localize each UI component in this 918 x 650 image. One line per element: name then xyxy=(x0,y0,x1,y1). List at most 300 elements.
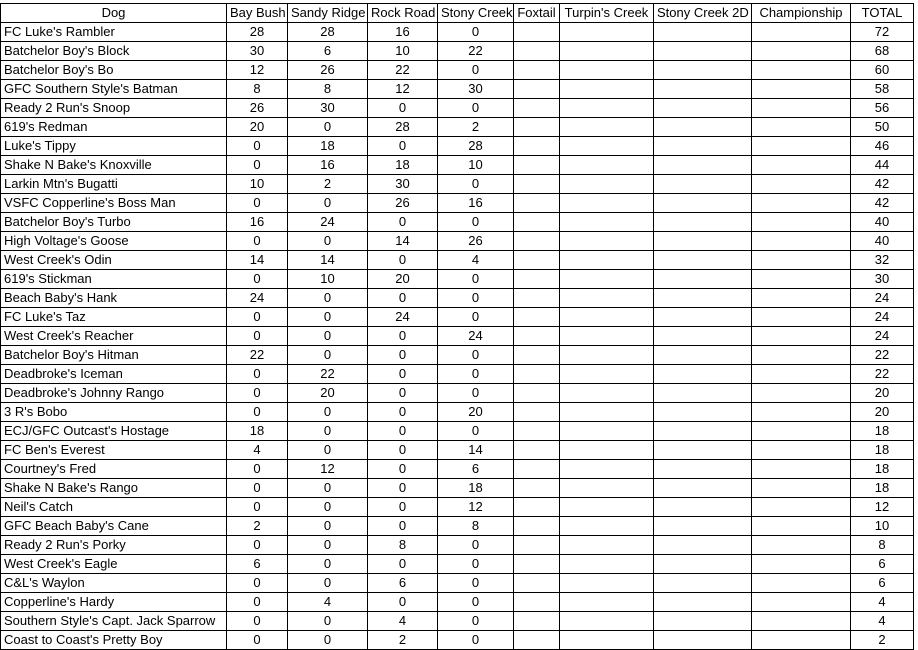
cell-sandy-ridge: 10 xyxy=(288,270,368,289)
cell-championship xyxy=(752,251,851,270)
cell-turpins-creek xyxy=(560,23,654,42)
cell-foxtail xyxy=(514,365,560,384)
cell-total: 20 xyxy=(851,403,914,422)
cell-turpins-creek xyxy=(560,460,654,479)
cell-total: 24 xyxy=(851,308,914,327)
cell-total: 30 xyxy=(851,270,914,289)
cell-foxtail xyxy=(514,422,560,441)
cell-dog: Batchelor Boy's Turbo xyxy=(1,213,227,232)
cell-sandy-ridge: 0 xyxy=(288,574,368,593)
cell-stony-creek: 0 xyxy=(438,61,514,80)
table-row xyxy=(1,612,914,631)
cell-total: 12 xyxy=(851,498,914,517)
cell-bay-bush: 2 xyxy=(227,517,288,536)
cell-rock-road: 0 xyxy=(368,422,438,441)
cell-stony-creek-2d xyxy=(654,555,752,574)
cell-turpins-creek xyxy=(560,479,654,498)
cell-total: 72 xyxy=(851,23,914,42)
cell-dog: FC Luke's Rambler xyxy=(1,23,227,42)
cell-rock-road: 22 xyxy=(368,61,438,80)
cell-stony-creek: 8 xyxy=(438,517,514,536)
cell-bay-bush: 0 xyxy=(227,270,288,289)
cell-championship xyxy=(752,308,851,327)
cell-bay-bush: 0 xyxy=(227,384,288,403)
column-header-stony-creek: Stony Creek xyxy=(438,4,514,23)
cell-total: 22 xyxy=(851,346,914,365)
cell-total: 6 xyxy=(851,555,914,574)
cell-total: 42 xyxy=(851,194,914,213)
table-row xyxy=(1,460,914,479)
cell-stony-creek-2d xyxy=(654,574,752,593)
table-row xyxy=(1,99,914,118)
cell-rock-road: 6 xyxy=(368,574,438,593)
cell-stony-creek-2d xyxy=(654,99,752,118)
cell-stony-creek-2d xyxy=(654,23,752,42)
cell-rock-road: 0 xyxy=(368,251,438,270)
table-header xyxy=(1,4,914,23)
cell-championship xyxy=(752,403,851,422)
table-row xyxy=(1,118,914,137)
cell-sandy-ridge: 12 xyxy=(288,460,368,479)
cell-turpins-creek xyxy=(560,555,654,574)
cell-rock-road: 0 xyxy=(368,460,438,479)
cell-rock-road: 0 xyxy=(368,99,438,118)
cell-bay-bush: 30 xyxy=(227,42,288,61)
cell-sandy-ridge: 20 xyxy=(288,384,368,403)
cell-foxtail xyxy=(514,289,560,308)
cell-foxtail xyxy=(514,251,560,270)
cell-sandy-ridge: 0 xyxy=(288,346,368,365)
table-row xyxy=(1,251,914,270)
cell-foxtail xyxy=(514,593,560,612)
cell-bay-bush: 26 xyxy=(227,99,288,118)
cell-championship xyxy=(752,61,851,80)
cell-total: 8 xyxy=(851,536,914,555)
cell-turpins-creek xyxy=(560,289,654,308)
cell-stony-creek: 0 xyxy=(438,308,514,327)
cell-stony-creek-2d xyxy=(654,118,752,137)
cell-bay-bush: 0 xyxy=(227,498,288,517)
cell-stony-creek: 28 xyxy=(438,137,514,156)
cell-dog: Southern Style's Capt. Jack Sparrow xyxy=(1,612,227,631)
cell-championship xyxy=(752,80,851,99)
cell-bay-bush: 0 xyxy=(227,460,288,479)
cell-championship xyxy=(752,346,851,365)
cell-dog: VSFC Copperline's Boss Man xyxy=(1,194,227,213)
cell-turpins-creek xyxy=(560,365,654,384)
cell-sandy-ridge: 0 xyxy=(288,327,368,346)
cell-turpins-creek xyxy=(560,137,654,156)
cell-dog: West Creek's Reacher xyxy=(1,327,227,346)
header-row xyxy=(1,4,914,23)
cell-championship xyxy=(752,365,851,384)
cell-turpins-creek xyxy=(560,156,654,175)
cell-stony-creek: 0 xyxy=(438,289,514,308)
cell-foxtail xyxy=(514,42,560,61)
cell-foxtail xyxy=(514,403,560,422)
cell-total: 18 xyxy=(851,441,914,460)
cell-total: 4 xyxy=(851,593,914,612)
cell-rock-road: 0 xyxy=(368,384,438,403)
cell-bay-bush: 0 xyxy=(227,137,288,156)
cell-dog: Batchelor Boy's Hitman xyxy=(1,346,227,365)
cell-foxtail xyxy=(514,555,560,574)
cell-rock-road: 16 xyxy=(368,23,438,42)
cell-bay-bush: 0 xyxy=(227,194,288,213)
cell-sandy-ridge: 16 xyxy=(288,156,368,175)
cell-sandy-ridge: 26 xyxy=(288,61,368,80)
cell-stony-creek: 30 xyxy=(438,80,514,99)
column-header-sandy-ridge: Sandy Ridge xyxy=(288,4,368,23)
cell-championship xyxy=(752,612,851,631)
cell-rock-road: 0 xyxy=(368,498,438,517)
cell-bay-bush: 16 xyxy=(227,213,288,232)
cell-dog: Beach Baby's Hank xyxy=(1,289,227,308)
column-header-dog: Dog xyxy=(1,4,227,23)
cell-championship xyxy=(752,99,851,118)
cell-dog: 3 R's Bobo xyxy=(1,403,227,422)
cell-championship xyxy=(752,460,851,479)
cell-dog: West Creek's Eagle xyxy=(1,555,227,574)
table-row xyxy=(1,289,914,308)
cell-bay-bush: 28 xyxy=(227,23,288,42)
cell-stony-creek-2d xyxy=(654,80,752,99)
cell-championship xyxy=(752,42,851,61)
cell-stony-creek-2d xyxy=(654,346,752,365)
table-row xyxy=(1,384,914,403)
cell-foxtail xyxy=(514,137,560,156)
cell-rock-road: 0 xyxy=(368,441,438,460)
cell-stony-creek-2d xyxy=(654,327,752,346)
cell-foxtail xyxy=(514,327,560,346)
cell-bay-bush: 0 xyxy=(227,403,288,422)
cell-bay-bush: 18 xyxy=(227,422,288,441)
cell-stony-creek: 0 xyxy=(438,175,514,194)
cell-foxtail xyxy=(514,346,560,365)
cell-bay-bush: 0 xyxy=(227,232,288,251)
cell-total: 24 xyxy=(851,327,914,346)
cell-stony-creek-2d xyxy=(654,441,752,460)
cell-stony-creek: 0 xyxy=(438,23,514,42)
cell-bay-bush: 0 xyxy=(227,631,288,650)
cell-turpins-creek xyxy=(560,232,654,251)
cell-dog: Shake N Bake's Knoxville xyxy=(1,156,227,175)
cell-sandy-ridge: 22 xyxy=(288,365,368,384)
cell-rock-road: 14 xyxy=(368,232,438,251)
cell-dog: High Voltage's Goose xyxy=(1,232,227,251)
cell-turpins-creek xyxy=(560,441,654,460)
cell-championship xyxy=(752,289,851,308)
cell-stony-creek-2d xyxy=(654,517,752,536)
cell-sandy-ridge: 0 xyxy=(288,118,368,137)
cell-stony-creek-2d xyxy=(654,479,752,498)
cell-sandy-ridge: 0 xyxy=(288,194,368,213)
cell-rock-road: 0 xyxy=(368,213,438,232)
cell-total: 56 xyxy=(851,99,914,118)
table-row xyxy=(1,194,914,213)
column-header-championship: Championship xyxy=(752,4,851,23)
cell-dog: 619's Stickman xyxy=(1,270,227,289)
cell-turpins-creek xyxy=(560,403,654,422)
table-row xyxy=(1,422,914,441)
cell-stony-creek: 0 xyxy=(438,612,514,631)
cell-championship xyxy=(752,118,851,137)
table-row xyxy=(1,175,914,194)
cell-rock-road: 4 xyxy=(368,612,438,631)
table-body xyxy=(1,23,914,650)
cell-bay-bush: 0 xyxy=(227,612,288,631)
cell-championship xyxy=(752,194,851,213)
cell-stony-creek: 0 xyxy=(438,631,514,650)
cell-turpins-creek xyxy=(560,574,654,593)
cell-turpins-creek xyxy=(560,384,654,403)
cell-bay-bush: 0 xyxy=(227,327,288,346)
cell-sandy-ridge: 24 xyxy=(288,213,368,232)
cell-foxtail xyxy=(514,441,560,460)
cell-stony-creek-2d xyxy=(654,61,752,80)
cell-sandy-ridge: 8 xyxy=(288,80,368,99)
cell-stony-creek: 2 xyxy=(438,118,514,137)
cell-foxtail xyxy=(514,99,560,118)
cell-foxtail xyxy=(514,631,560,650)
cell-stony-creek: 0 xyxy=(438,593,514,612)
cell-dog: Courtney's Fred xyxy=(1,460,227,479)
cell-sandy-ridge: 0 xyxy=(288,517,368,536)
cell-total: 42 xyxy=(851,175,914,194)
cell-turpins-creek xyxy=(560,194,654,213)
table-row xyxy=(1,327,914,346)
table-row xyxy=(1,536,914,555)
cell-foxtail xyxy=(514,156,560,175)
cell-rock-road: 0 xyxy=(368,479,438,498)
cell-total: 6 xyxy=(851,574,914,593)
cell-stony-creek: 6 xyxy=(438,460,514,479)
cell-total: 32 xyxy=(851,251,914,270)
cell-sandy-ridge: 0 xyxy=(288,536,368,555)
cell-foxtail xyxy=(514,23,560,42)
cell-total: 50 xyxy=(851,118,914,137)
cell-stony-creek: 0 xyxy=(438,346,514,365)
cell-stony-creek: 12 xyxy=(438,498,514,517)
cell-dog: C&L's Waylon xyxy=(1,574,227,593)
cell-stony-creek-2d xyxy=(654,175,752,194)
cell-foxtail xyxy=(514,536,560,555)
cell-bay-bush: 20 xyxy=(227,118,288,137)
cell-stony-creek: 26 xyxy=(438,232,514,251)
cell-championship xyxy=(752,631,851,650)
table-row xyxy=(1,156,914,175)
cell-stony-creek: 20 xyxy=(438,403,514,422)
cell-stony-creek-2d xyxy=(654,194,752,213)
cell-bay-bush: 0 xyxy=(227,593,288,612)
cell-stony-creek: 16 xyxy=(438,194,514,213)
cell-championship xyxy=(752,593,851,612)
cell-stony-creek-2d xyxy=(654,536,752,555)
table-row xyxy=(1,137,914,156)
cell-foxtail xyxy=(514,232,560,251)
cell-foxtail xyxy=(514,118,560,137)
table-row xyxy=(1,498,914,517)
cell-sandy-ridge: 6 xyxy=(288,42,368,61)
cell-sandy-ridge: 2 xyxy=(288,175,368,194)
cell-rock-road: 0 xyxy=(368,593,438,612)
column-header-bay-bush: Bay Bush xyxy=(227,4,288,23)
table-row xyxy=(1,365,914,384)
cell-bay-bush: 0 xyxy=(227,365,288,384)
cell-championship xyxy=(752,422,851,441)
cell-stony-creek: 0 xyxy=(438,422,514,441)
cell-dog: FC Luke's Taz xyxy=(1,308,227,327)
cell-championship xyxy=(752,555,851,574)
cell-foxtail xyxy=(514,194,560,213)
cell-stony-creek-2d xyxy=(654,631,752,650)
cell-total: 18 xyxy=(851,479,914,498)
cell-bay-bush: 12 xyxy=(227,61,288,80)
cell-rock-road: 2 xyxy=(368,631,438,650)
cell-foxtail xyxy=(514,213,560,232)
cell-dog: Larkin Mtn's Bugatti xyxy=(1,175,227,194)
cell-bay-bush: 22 xyxy=(227,346,288,365)
cell-championship xyxy=(752,270,851,289)
cell-bay-bush: 0 xyxy=(227,574,288,593)
cell-foxtail xyxy=(514,80,560,99)
table-row xyxy=(1,308,914,327)
cell-rock-road: 0 xyxy=(368,289,438,308)
cell-bay-bush: 8 xyxy=(227,80,288,99)
cell-stony-creek-2d xyxy=(654,365,752,384)
cell-dog: Ready 2 Run's Porky xyxy=(1,536,227,555)
table-row xyxy=(1,441,914,460)
cell-stony-creek: 14 xyxy=(438,441,514,460)
cell-dog: Ready 2 Run's Snoop xyxy=(1,99,227,118)
cell-turpins-creek xyxy=(560,251,654,270)
cell-foxtail xyxy=(514,612,560,631)
cell-turpins-creek xyxy=(560,308,654,327)
cell-turpins-creek xyxy=(560,80,654,99)
cell-rock-road: 0 xyxy=(368,365,438,384)
cell-total: 18 xyxy=(851,422,914,441)
cell-stony-creek-2d xyxy=(654,593,752,612)
cell-dog: ECJ/GFC Outcast's Hostage xyxy=(1,422,227,441)
cell-total: 40 xyxy=(851,213,914,232)
cell-stony-creek-2d xyxy=(654,270,752,289)
table-row xyxy=(1,574,914,593)
cell-championship xyxy=(752,137,851,156)
cell-sandy-ridge: 18 xyxy=(288,137,368,156)
cell-championship xyxy=(752,232,851,251)
cell-sandy-ridge: 0 xyxy=(288,555,368,574)
cell-turpins-creek xyxy=(560,118,654,137)
cell-turpins-creek xyxy=(560,42,654,61)
cell-rock-road: 8 xyxy=(368,536,438,555)
cell-turpins-creek xyxy=(560,175,654,194)
cell-sandy-ridge: 0 xyxy=(288,232,368,251)
cell-stony-creek-2d xyxy=(654,308,752,327)
column-header-foxtail: Foxtail xyxy=(514,4,560,23)
cell-championship xyxy=(752,574,851,593)
cell-championship xyxy=(752,536,851,555)
cell-rock-road: 0 xyxy=(368,403,438,422)
cell-rock-road: 26 xyxy=(368,194,438,213)
cell-stony-creek: 0 xyxy=(438,536,514,555)
cell-sandy-ridge: 0 xyxy=(288,289,368,308)
cell-total: 68 xyxy=(851,42,914,61)
table-row xyxy=(1,213,914,232)
cell-total: 18 xyxy=(851,460,914,479)
cell-sandy-ridge: 4 xyxy=(288,593,368,612)
cell-championship xyxy=(752,441,851,460)
cell-rock-road: 12 xyxy=(368,80,438,99)
table-row xyxy=(1,42,914,61)
cell-foxtail xyxy=(514,308,560,327)
cell-rock-road: 0 xyxy=(368,555,438,574)
cell-stony-creek: 0 xyxy=(438,574,514,593)
cell-dog: Deadbroke's Iceman xyxy=(1,365,227,384)
cell-rock-road: 0 xyxy=(368,346,438,365)
table-row xyxy=(1,403,914,422)
table-row xyxy=(1,80,914,99)
cell-rock-road: 0 xyxy=(368,517,438,536)
cell-rock-road: 28 xyxy=(368,118,438,137)
cell-stony-creek-2d xyxy=(654,498,752,517)
cell-rock-road: 18 xyxy=(368,156,438,175)
cell-foxtail xyxy=(514,384,560,403)
cell-dog: FC Ben's Everest xyxy=(1,441,227,460)
cell-turpins-creek xyxy=(560,612,654,631)
cell-stony-creek: 0 xyxy=(438,384,514,403)
cell-dog: Shake N Bake's Rango xyxy=(1,479,227,498)
cell-sandy-ridge: 0 xyxy=(288,479,368,498)
cell-stony-creek: 0 xyxy=(438,99,514,118)
cell-total: 10 xyxy=(851,517,914,536)
cell-foxtail xyxy=(514,270,560,289)
cell-stony-creek: 0 xyxy=(438,270,514,289)
cell-bay-bush: 0 xyxy=(227,156,288,175)
cell-dog: West Creek's Odin xyxy=(1,251,227,270)
cell-foxtail xyxy=(514,61,560,80)
cell-championship xyxy=(752,517,851,536)
table-row xyxy=(1,23,914,42)
cell-stony-creek: 22 xyxy=(438,42,514,61)
table-row xyxy=(1,631,914,650)
cell-turpins-creek xyxy=(560,327,654,346)
cell-total: 22 xyxy=(851,365,914,384)
cell-sandy-ridge: 30 xyxy=(288,99,368,118)
cell-sandy-ridge: 0 xyxy=(288,441,368,460)
cell-turpins-creek xyxy=(560,593,654,612)
cell-bay-bush: 0 xyxy=(227,308,288,327)
cell-sandy-ridge: 14 xyxy=(288,251,368,270)
cell-turpins-creek xyxy=(560,270,654,289)
cell-turpins-creek xyxy=(560,422,654,441)
table-row xyxy=(1,517,914,536)
cell-stony-creek-2d xyxy=(654,137,752,156)
cell-championship xyxy=(752,175,851,194)
column-header-turpins-creek: Turpin's Creek xyxy=(560,4,654,23)
cell-stony-creek-2d xyxy=(654,156,752,175)
cell-foxtail xyxy=(514,574,560,593)
cell-turpins-creek xyxy=(560,213,654,232)
cell-total: 24 xyxy=(851,289,914,308)
cell-total: 40 xyxy=(851,232,914,251)
cell-stony-creek-2d xyxy=(654,384,752,403)
table-row xyxy=(1,232,914,251)
cell-sandy-ridge: 0 xyxy=(288,498,368,517)
standings-table xyxy=(0,3,914,650)
cell-rock-road: 0 xyxy=(368,327,438,346)
cell-dog: 619's Redman xyxy=(1,118,227,137)
cell-turpins-creek xyxy=(560,517,654,536)
